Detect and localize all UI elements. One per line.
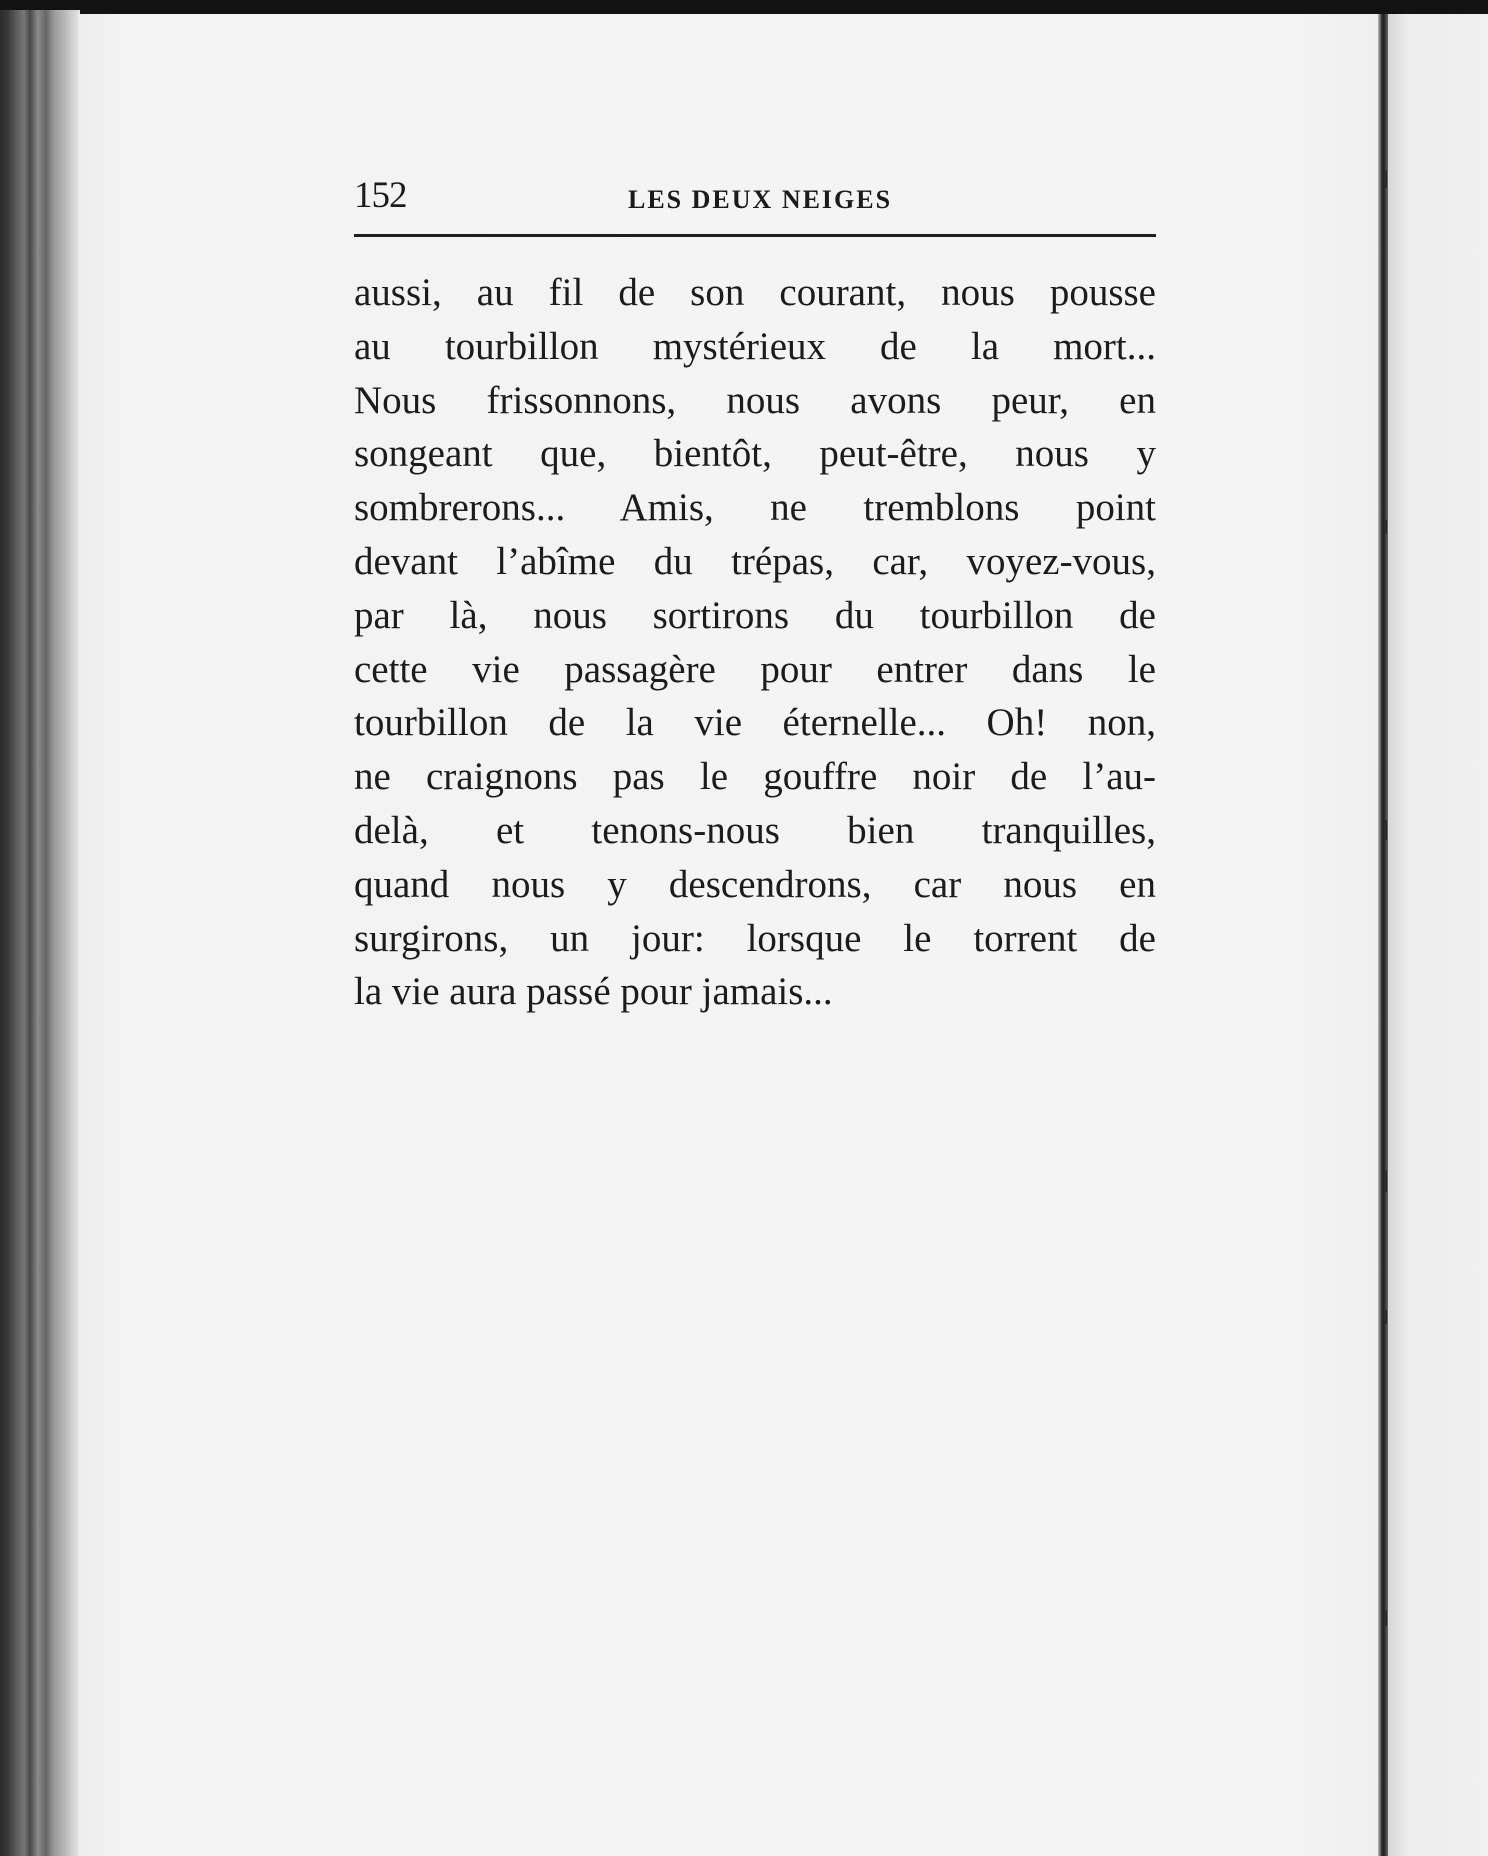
text-line: aussi, au fil de son courant, nous pousse — [354, 271, 1156, 314]
page-fold — [1378, 14, 1388, 1856]
text-line: devant l’abîme du trépas, car, voyez-vous, — [354, 539, 1156, 583]
text-line: la vie aura passé pour jamais... — [354, 970, 833, 1014]
header-rule — [354, 234, 1156, 237]
page-edges-binding — [0, 10, 80, 1856]
text-line: par là, nous sortirons du tourbillon de — [354, 593, 1156, 637]
text-line: au tourbillon mystérieux de la mort... — [354, 324, 1156, 368]
page-edge-mark — [1384, 820, 1387, 840]
text-line: sombrerons... Amis, ne tremblons point — [354, 486, 1156, 530]
text-line: tourbillon de la vie éternelle... Oh! non, — [354, 701, 1156, 745]
next-page-edge — [1388, 14, 1488, 1856]
text-line: Nous frissonnons, nous avons peur, en — [354, 378, 1156, 422]
body-text — [354, 266, 1156, 1019]
text-line: ne craignons pas le gouffre noir de l’au- — [354, 755, 1156, 799]
text-line: songeant que, bientôt, peut-être, nous y — [354, 432, 1156, 476]
running-title: LES DEUX NEIGES — [628, 185, 893, 214]
text-line: surgirons, un jour: lorsque le torrent de — [354, 916, 1156, 960]
page-edge-mark — [1384, 1170, 1387, 1192]
text-line: delà, et tenons-nous bien tranquilles, — [354, 808, 1156, 852]
scan-top-border — [0, 0, 1488, 14]
running-head — [354, 172, 1156, 232]
page-edge-mark — [1384, 1610, 1387, 1626]
text-line: quand nous y descendrons, car nous en — [354, 862, 1156, 906]
page-edge-mark — [1384, 170, 1387, 188]
page-edge-mark — [1384, 520, 1387, 534]
page-number: 152 — [354, 175, 407, 216]
text-line: cette vie passagère pour entrer dans le — [354, 647, 1156, 691]
page-edge-mark — [1384, 1310, 1387, 1324]
